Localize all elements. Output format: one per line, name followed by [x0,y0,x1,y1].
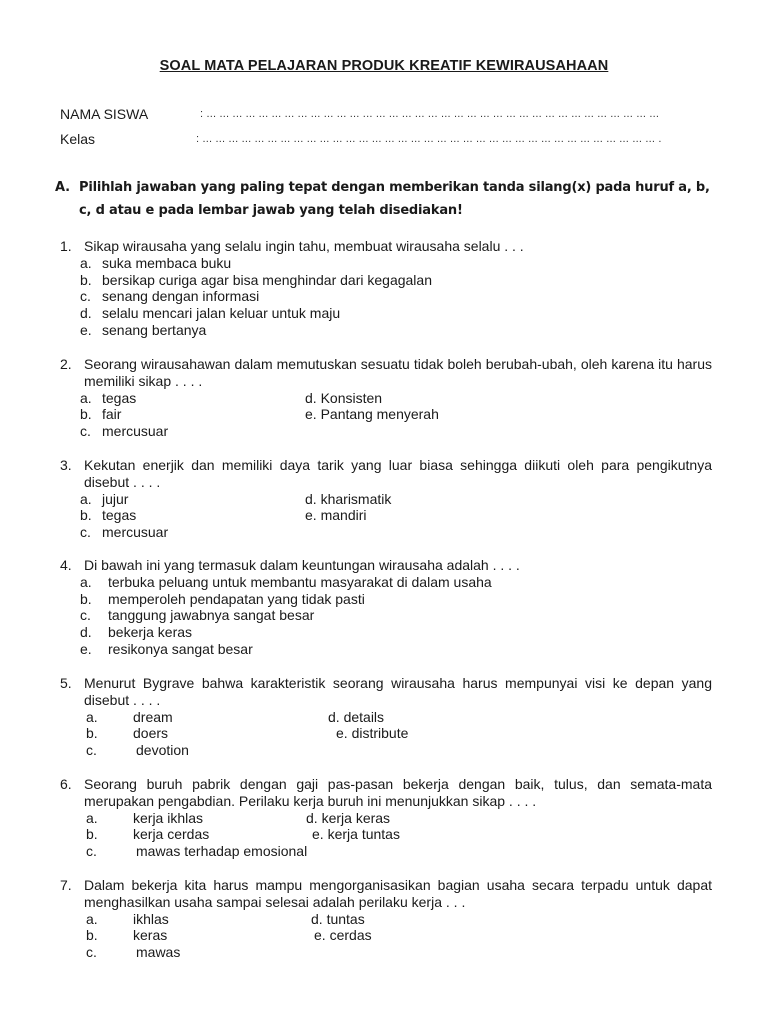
option-row-3 [86,742,712,759]
option-text: mawas terhadap emosional [136,843,308,860]
option-letter: d. [306,809,318,826]
option-text: cerdas [329,927,372,944]
option-d [328,709,384,726]
option-row-1 [86,810,712,827]
option-text: mercusuar [102,423,169,440]
option-text: kerja keras [321,809,391,826]
options-list [60,911,712,961]
option-letter: c. [80,288,91,305]
question-stem: Kekutan enerjik dan memiliki daya tarik yang luar biasa sehingga diikuti oleh para pengikutnya disebut . . . . [84,457,712,490]
option-a [80,574,712,591]
question-6 [60,776,712,860]
option-b [80,272,712,289]
option-e [336,725,408,742]
options-list [60,709,712,759]
option-letter: e. [305,507,317,524]
question-stem: Dalam bekerja kita harus mampu mengorganisasikan bagian usaha secara terpadu untuk dapat menghasilkan usaha sampai selesai adalah perilaku kerja . . . [84,877,712,910]
field-label: Kelas [60,131,96,147]
question-stem: Seorang buruh pabrik dengan gaji pas-pasan bekerja dengan baik, tulus, dan semata-mata merupakan pengabdian. Perilaku kerja buruh ini menunjukkan sikap . . . . [84,776,712,809]
option-letter: d. [311,910,323,927]
option-text: mawas [136,944,181,961]
option-letter: a. [80,573,92,590]
option-text: Pantang menyerah [320,406,439,423]
option-text: kerja tuntas [327,826,400,843]
option-text: tegas [102,389,137,406]
option-letter: d. [328,708,340,725]
option-text: doers [133,725,169,742]
option-letter: e. [312,826,324,843]
option-text: kerja ikhlas [133,809,204,826]
option-row-1 [80,491,712,508]
question-1 [60,238,712,339]
question-number: 2. [60,356,72,372]
question-stem: Di bawah ini yang termasuk dalam keuntungan wirausaha adalah . . . . [84,557,520,573]
instruction-text: Pilihlah jawaban yang paling tepat dengan memberikan tanda silang(x) pada huruf a, b, c, d atau e pada lembar jawab yang telah disediakan! [79,180,710,218]
option-text: senang dengan informasi [102,288,260,305]
option-letter: d. [80,624,92,641]
option-letter: e. [305,406,317,423]
option-letter: a. [86,910,98,927]
option-e [80,322,712,339]
option-text: distribute [351,725,409,742]
option-text: suka membaca buku [102,254,232,271]
option-text: fair [102,406,122,423]
field-nama-siswa [60,105,660,123]
option-letter: a. [80,490,92,507]
option-letter: e. [336,725,348,742]
option-letter: b. [86,927,98,944]
options-list [60,491,712,541]
section-marker: A. [55,180,70,195]
question-number: 6. [60,776,72,792]
option-text: terbuka peluang untuk membantu masyarakat di dalam usaha [108,573,492,590]
question-number: 4. [60,557,72,573]
options-list [60,255,712,339]
option-e [314,927,372,944]
option-e [305,507,366,524]
option-text: bekerja keras [108,624,193,641]
option-d [80,305,712,322]
option-text: kerja cerdas [133,826,210,843]
field-kelas [60,130,662,148]
option-d [305,491,391,508]
option-letter: e. [80,640,92,657]
option-letter: a. [86,809,98,826]
option-row-3 [86,843,712,860]
option-letter: c. [86,944,97,961]
option-letter: a. [80,389,92,406]
question-4 [60,557,712,658]
option-letter: d. [305,490,317,507]
option-d [305,390,382,407]
option-text: dream [133,708,173,725]
option-text: selalu mencari jalan keluar untuk maju [102,305,341,322]
option-row-2 [86,927,712,944]
option-letter: b. [80,590,92,607]
options-list [60,810,712,860]
option-letter: d. [80,305,92,322]
option-d [306,810,390,827]
options-list [60,390,712,440]
option-row-2 [80,406,712,423]
option-row-2 [80,507,712,524]
option-letter: b. [86,725,98,742]
option-letter: b. [80,507,92,524]
option-text: keras [133,927,168,944]
section-instruction [55,176,720,222]
field-label: NAMA SISWA [60,106,149,122]
option-b [80,591,712,608]
option-letter: c. [80,524,91,541]
option-e [305,406,439,423]
option-letter: c. [86,742,97,759]
option-letter: e. [314,927,326,944]
question-number: 3. [60,457,72,473]
question-number: 7. [60,877,72,893]
option-row-3 [80,423,712,440]
option-letter: c. [80,423,91,440]
option-e [80,641,712,658]
option-letter: d. [305,389,317,406]
option-text: tuntas [326,910,365,927]
question-number: 1. [60,238,72,254]
option-c [80,288,712,305]
question-3 [60,457,712,541]
document-title: SOAL MATA PELAJARAN PRODUK KREATIF KEWIRAUSAHAAN [159,58,609,74]
option-row-1 [86,709,712,726]
option-row-2 [86,725,712,742]
option-letter: a. [86,708,98,725]
option-row-3 [86,944,712,961]
question-5 [60,675,712,759]
question-number: 5. [60,675,72,691]
option-row-1 [80,390,712,407]
question-stem: Menurut Bygrave bahwa karakteristik seorang wirausaha harus mempunyai visi ke depan yang disebut . . . . [84,675,712,708]
option-text: ikhlas [133,910,169,927]
option-e [312,826,400,843]
option-letter: a. [80,254,92,271]
option-letter: c. [86,843,97,860]
option-letter: b. [80,406,92,423]
options-list [60,574,712,658]
option-letter: e. [80,321,92,338]
option-row-1 [86,911,712,928]
option-letter: c. [80,607,91,624]
option-d [80,624,712,641]
option-text: tanggung jawabnya sangat besar [108,607,315,624]
field-blank: : ... ... ... ... ... ... ... ... ... ... ... ... ... ... ... ... ... ... ... ... ... ... ... ... ... ... ... ... ... ... ... ... ... ... ... . [196,133,662,145]
option-c [80,607,712,624]
option-text: mercusuar [102,524,169,541]
question-stem: Seorang wirausahawan dalam memutuskan sesuatu tidak boleh berubah-ubah, oleh karena itu harus memiliki sikap . . . . [84,356,712,389]
option-text: devotion [136,742,189,759]
option-text: kharismatik [320,490,392,507]
option-text: memperoleh pendapatan yang tidak pasti [108,590,365,607]
option-row-2 [86,826,712,843]
question-2 [60,356,712,440]
question-7 [60,877,712,961]
option-text: bersikap curiga agar bisa menghindar dari kegagalan [102,271,432,288]
field-blank: : ... ... ... ... ... ... ... ... ... ... ... ... ... ... ... ... ... ... ... ... ... ... ... ... ... ... ... ... ... ... ... ... ... ... ... [200,108,660,120]
option-text: Konsisten [320,389,383,406]
option-a [80,255,712,272]
option-d [311,911,365,928]
option-letter: b. [86,826,98,843]
option-text: resikonya sangat besar [108,640,253,657]
option-row-3 [80,524,712,541]
option-text: senang bertanya [102,321,207,338]
option-text: jujur [102,490,129,507]
option-letter: b. [80,271,92,288]
option-text: details [343,708,385,725]
option-text: mandiri [320,507,367,524]
option-text: tegas [102,507,137,524]
question-stem: Sikap wirausaha yang selalu ingin tahu, membuat wirausaha selalu . . . [84,238,524,254]
